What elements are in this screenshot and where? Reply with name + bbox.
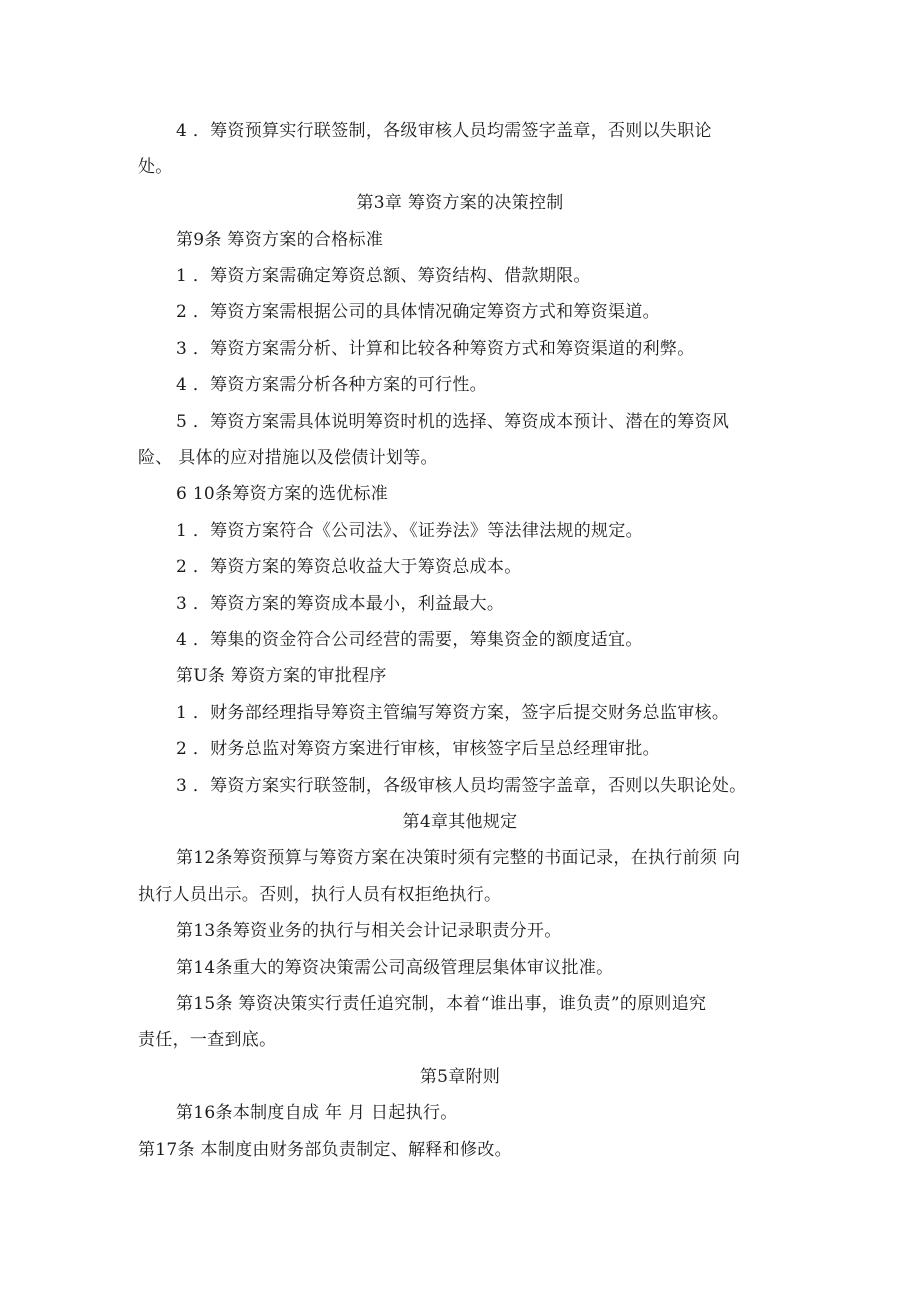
chapter-5-heading: 第5章附则	[419, 1067, 501, 1087]
article-10-heading: 6 10条筹资方案的选优标准	[176, 484, 389, 504]
chapter-3-heading: 第3章 筹资方案的决策控制	[356, 193, 564, 213]
article-10-item-3: 3 ．筹资方案的筹资成本最小，利益最大。	[176, 594, 505, 614]
article-9-item-5-line1: 5 ．筹资方案需具体说明筹资时机的选择、筹资成本预计、潜在的筹资风	[176, 412, 730, 432]
article-9-item-4: 4 ．筹资方案需分析各种方案的可行性。	[176, 375, 487, 395]
article-11-item-2: 2 ．财务总监对筹资方案进行审核，审核签字后呈总经理审批。	[176, 739, 660, 759]
article-16: 第16条本制度自成 年 月 日起执行。	[176, 1103, 458, 1123]
article-13: 第13条筹资业务的执行与相关会计记录职责分开。	[176, 921, 562, 941]
chapter-4-heading: 第4章其他规定	[402, 812, 518, 832]
article-9-item-1: 1 ．筹资方案需确定筹资总额、筹资结构、借款期限。	[176, 266, 591, 286]
article-10-item-2: 2 ．筹资方案的筹资总收益大于筹资总成本。	[176, 557, 522, 577]
article-11-heading: 第U条 筹资方案的审批程序	[176, 666, 387, 686]
article-12-line1: 第12条筹资预算与筹资方案在决策时须有完整的书面记录，在执行前须 向	[176, 848, 741, 868]
article-10-item-1: 1 ．筹资方案符合《公司法》、《证券法》等法律法规的规定。	[176, 521, 643, 541]
article-15-line1: 第15条 筹资决策实行责任追究制，本着“谁出事，谁负责”的原则追究	[176, 994, 707, 1014]
budget-item-4-line1: 4 ．筹资预算实行联签制，各级审核人员均需签字盖章，否则以失职论	[176, 121, 712, 141]
article-10-item-4: 4 ．筹集的资金符合公司经营的需要，筹集资金的额度适宜。	[176, 630, 643, 650]
article-11-item-3: 3 ．筹资方案实行联签制，各级审核人员均需签字盖章，否则以失职论处。	[176, 776, 747, 796]
article-11-item-1: 1 ．财务部经理指导筹资主管编写筹资方案，签字后提交财务总监审核。	[176, 703, 730, 723]
article-15-line2: 责任，一查到底。	[138, 1030, 277, 1050]
article-9-heading: 第9条 筹资方案的合格标准	[176, 230, 384, 250]
article-12-line2: 执行人员出示。否则，执行人员有权拒绝执行。	[138, 885, 502, 905]
article-9-item-2: 2 ．筹资方案需根据公司的具体情况确定筹资方式和筹资渠道。	[176, 302, 660, 322]
article-14: 第14条重大的筹资决策需公司高级管理层集体审议批准。	[176, 958, 614, 978]
article-9-item-3: 3 ．筹资方案需分析、计算和比较各种筹资方式和筹资渠道的利弊。	[176, 339, 695, 359]
article-17: 第17条 本制度由财务部负责制定、解释和修改。	[138, 1140, 512, 1160]
article-9-item-5-line2: 险、 具体的应对措施以及偿债计划等。	[138, 448, 438, 468]
budget-item-4-line2: 处。	[138, 157, 173, 177]
